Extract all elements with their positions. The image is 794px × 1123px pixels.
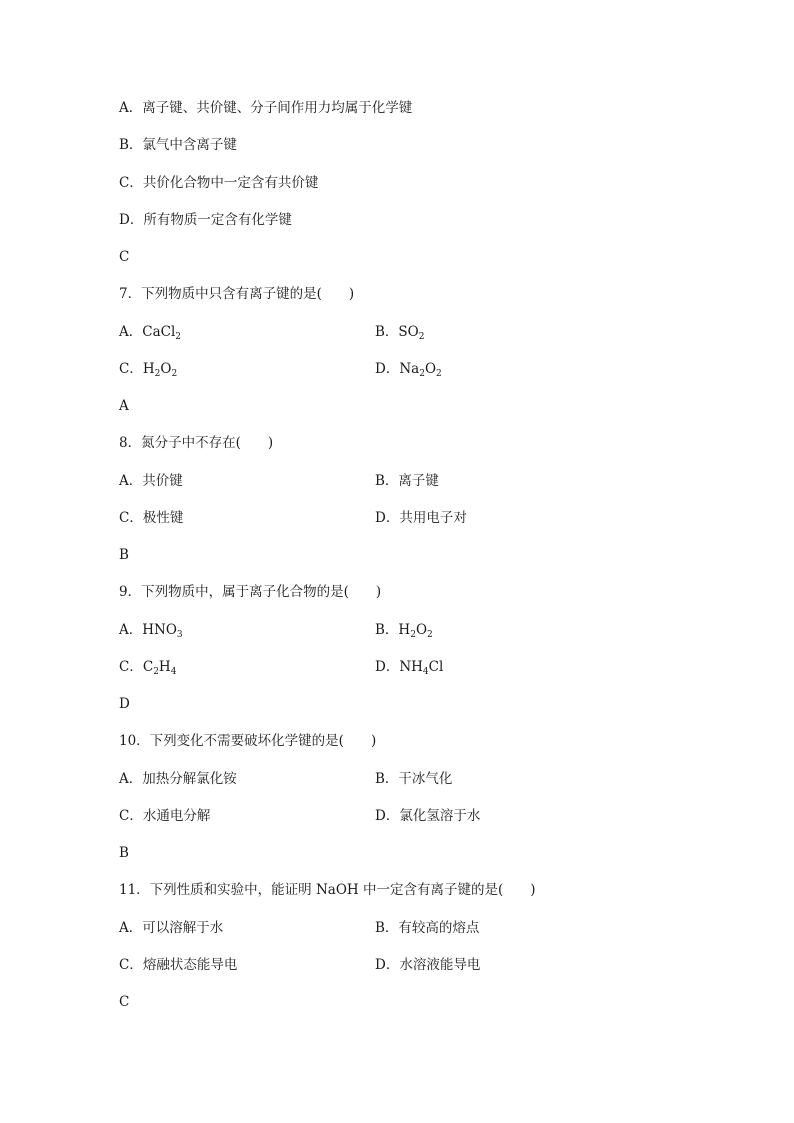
q10-option-c: C．水通电分解	[119, 808, 211, 824]
q7-stem: 7．下列物质中只含有离子键的是( )	[119, 286, 355, 302]
q6-option-c: C．共价化合物中一定含有共价键	[119, 175, 319, 191]
q10-option-b: B．干冰气化	[375, 771, 453, 787]
q9-option-b: B．$H_2O_2$	[375, 622, 433, 640]
q8-answer: B	[119, 547, 129, 563]
q8-option-d: D．共用电子对	[375, 510, 467, 526]
q9-option-a: A．$HNO_3$	[119, 622, 183, 640]
q6-option-d: D．所有物质一定含有化学键	[119, 212, 292, 228]
q7-option-a: A．CaCl$_2$	[119, 324, 182, 342]
q11-stem: 11．下列性质和实验中，能证明 NaOH 中一定含有离子键的是( )	[119, 882, 536, 898]
q6-option-b: B．氯气中含离子键	[119, 137, 237, 153]
q10-option-d: D．氯化氢溶于水	[375, 808, 481, 824]
q8-stem: 8．氮分子中不存在( )	[119, 435, 274, 451]
q10-answer: B	[119, 845, 129, 861]
q11-option-a: A．可以溶解于水	[119, 920, 224, 936]
q7-option-d: D．$Na_2O_2$	[375, 361, 442, 379]
q11-option-b: B．有较高的熔点	[375, 920, 480, 936]
q11-option-d: D．水溶液能导电	[375, 957, 481, 973]
q7-option-c: C．$H_2O_2$	[119, 361, 178, 379]
q9-answer: D	[119, 696, 130, 712]
q7-answer: A	[119, 398, 129, 414]
q6-answer: C	[119, 249, 130, 265]
q9-option-d: D．$NH_4Cl$	[375, 659, 444, 677]
q7-option-b: B．$SO_2$	[375, 324, 425, 342]
q6-option-a: A．离子键、共价键、分子间作用力均属于化学键	[119, 100, 413, 116]
q9-option-c: C．$C_2H_4$	[119, 659, 177, 677]
q8-option-a: A．共价键	[119, 473, 183, 489]
q10-option-a: A．加热分解氯化铵	[119, 771, 237, 787]
q8-option-c: C．极性键	[119, 510, 184, 526]
q8-option-b: B．离子键	[375, 473, 439, 489]
q11-answer: C	[119, 994, 130, 1010]
q10-stem: 10．下列变化不需要破坏化学键的是( )	[119, 733, 377, 749]
q9-stem: 9．下列物质中，属于离子化合物的是( )	[119, 584, 382, 600]
q11-option-c: C．熔融状态能导电	[119, 957, 238, 973]
